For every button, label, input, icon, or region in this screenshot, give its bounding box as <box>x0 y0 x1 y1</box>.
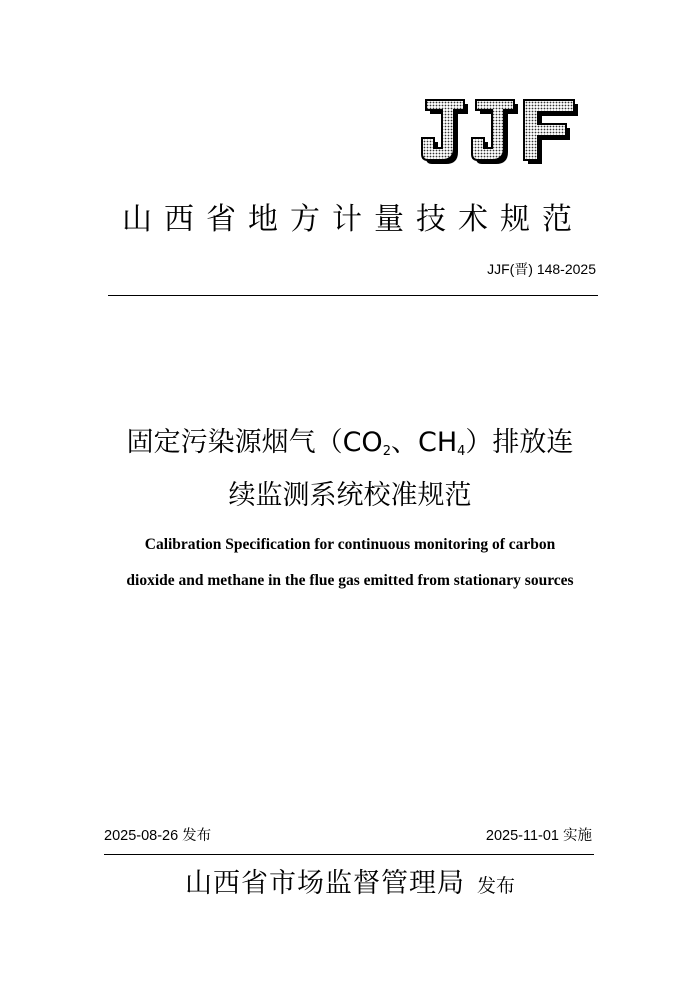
implementation-date <box>486 826 592 846</box>
title-cn-part: 固定污染源烟气（CO <box>126 427 383 458</box>
title-cn-part: ）排放连 <box>465 427 574 458</box>
implementation-date-label: 实施 <box>563 828 592 844</box>
publisher-name: 山西省市场监督管理局 <box>184 868 465 899</box>
issuing-body-title: 山西省地方计量技术规范 <box>122 202 584 237</box>
document-title-en-line1: Calibration Specification for continuous monitoring of carbon <box>144 536 556 553</box>
document-title-cn-line2: 续监测系统校准规范 <box>228 480 472 511</box>
standard-number: JJF(晋) 148-2025 <box>487 261 596 277</box>
title-cn-subscript-4: 4 <box>457 444 466 459</box>
publisher-verb: 发布 <box>476 875 515 897</box>
issue-date <box>104 826 211 846</box>
footer-divider <box>104 854 594 855</box>
jjf-logo <box>420 98 580 168</box>
title-cn-subscript-2: 2 <box>382 444 391 459</box>
document-title-cn-line1 <box>0 423 700 463</box>
title-cn-part: 、CH <box>390 427 458 458</box>
issue-date-label: 发布 <box>182 828 212 844</box>
implementation-date-value: 2025-11-01 <box>485 828 559 844</box>
publisher <box>0 864 700 904</box>
issue-date-value: 2025-08-26 <box>104 828 179 844</box>
header-divider <box>108 295 598 296</box>
document-title-en-line2: dioxide and methane in the flue gas emitted from stationary sources <box>126 572 574 589</box>
